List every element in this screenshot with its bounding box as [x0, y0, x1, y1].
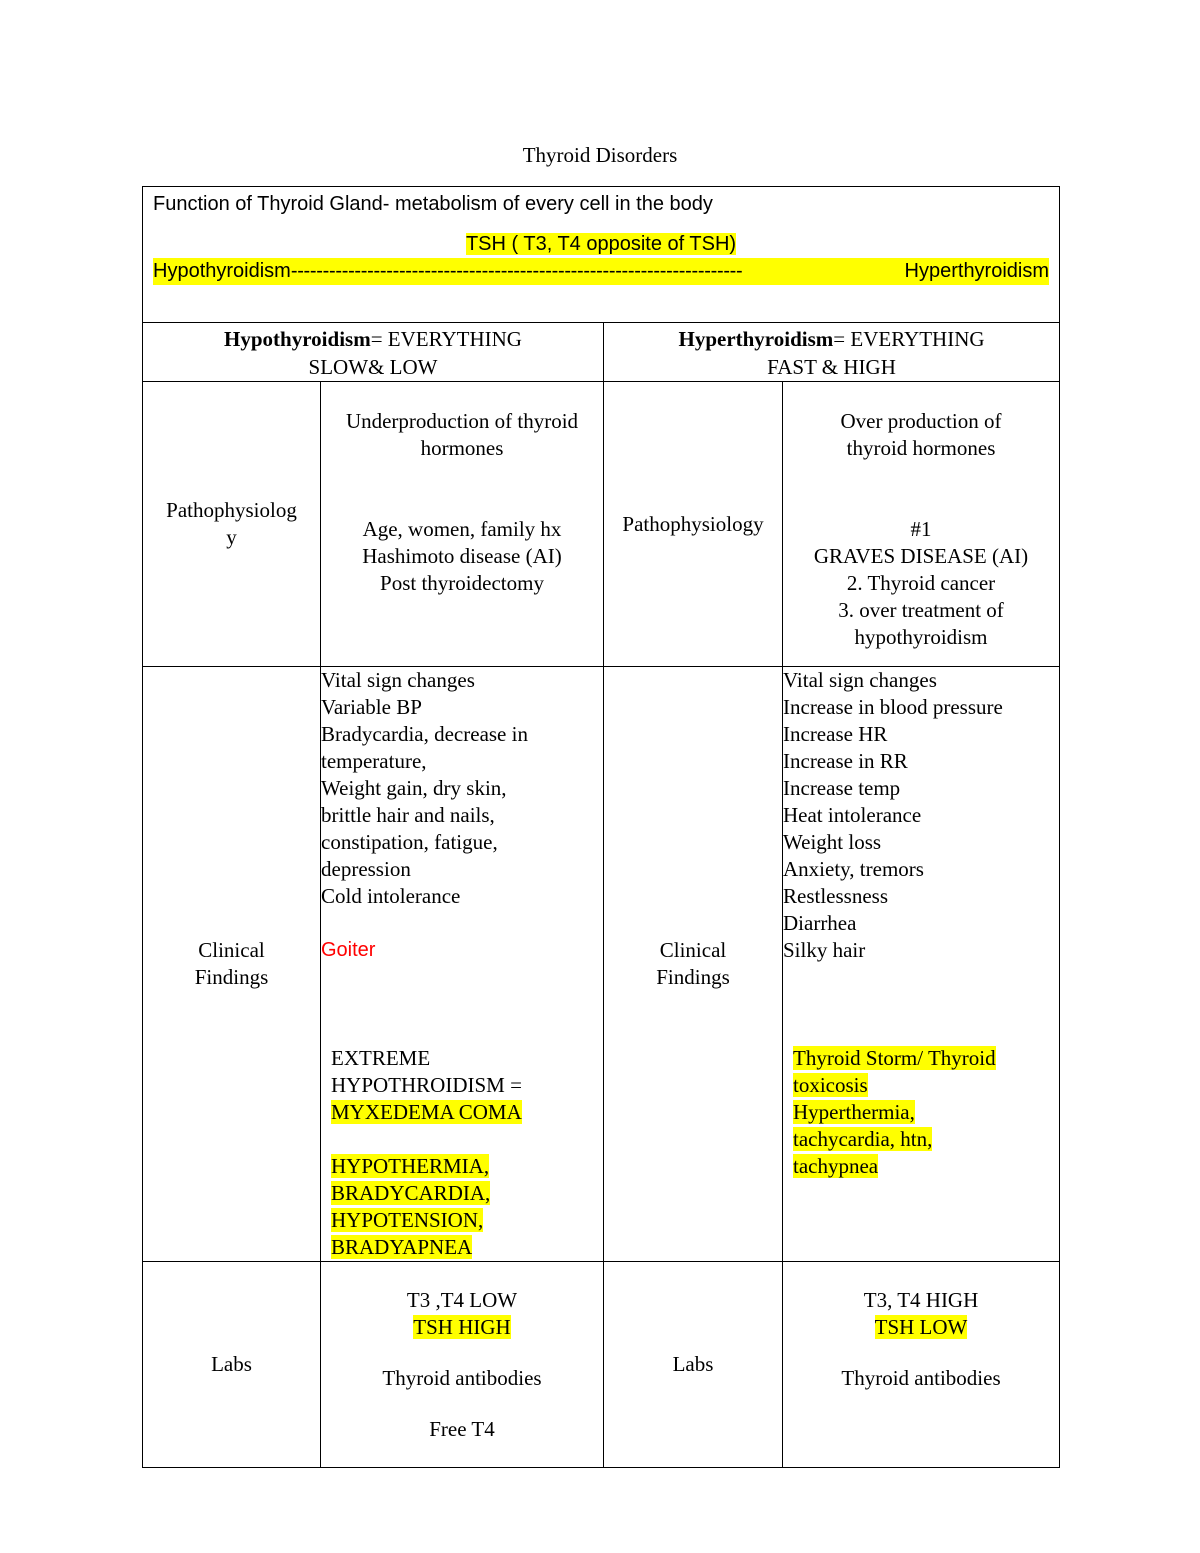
hypo-finding: Variable BP: [321, 695, 422, 719]
hypo-patho-line: Age, women, family hx: [362, 517, 562, 541]
hypo-header-bold: Hypothyroidism: [224, 327, 371, 351]
hyper-clinical-content: [783, 667, 1060, 1262]
hyper-labs-label: Labs: [604, 1262, 783, 1468]
patho-row: [143, 382, 1060, 667]
hyper-header-bold: Hyperthyroidism: [678, 327, 834, 351]
hyper-finding: Anxiety, tremors: [783, 857, 924, 881]
hyper-patho-line: Over production of: [840, 409, 1002, 433]
hyper-finding: Diarrhea: [783, 911, 857, 935]
hypo-sign: BRADYCARDIA,: [331, 1181, 491, 1205]
hypo-finding: Bradycardia, decrease in: [321, 722, 528, 746]
hypo-patho-line: Hashimoto disease (AI): [362, 544, 562, 568]
hypo-finding: Vital sign changes: [321, 668, 475, 692]
hypo-patho-content: [321, 382, 604, 667]
hyper-patho-line: 3. over treatment of: [838, 598, 1004, 622]
hypo-clinical-label-2: Findings: [194, 965, 269, 989]
spectrum-line: [153, 258, 1049, 285]
hyper-finding: Vital sign changes: [783, 668, 937, 692]
hypo-clinical-label-1: Clinical: [198, 938, 265, 962]
hyper-labs-antibodies: Thyroid antibodies: [841, 1366, 1001, 1390]
hyper-finding: Restlessness: [783, 884, 888, 908]
labs-row: [143, 1262, 1060, 1468]
hyper-patho-line: hypothyroidism: [854, 625, 988, 649]
hypo-labs-free-t4: Free T4: [429, 1417, 495, 1441]
spectrum-right: Hyperthyroidism: [904, 260, 1050, 282]
hyper-finding: Silky hair: [783, 938, 866, 962]
hypo-header-line2: SLOW& LOW: [308, 355, 438, 379]
thyroid-table: [142, 186, 1060, 1468]
hypo-sign: BRADYAPNEA: [331, 1235, 473, 1259]
hypo-finding: depression: [321, 857, 411, 881]
hypo-finding: constipation, fatigue,: [321, 830, 498, 854]
hyper-clinical-label-1: Clinical: [659, 938, 727, 962]
storm-line: tachypnea: [793, 1154, 879, 1178]
spectrum-dashes: -----------------------------------------------------------------------: [290, 260, 743, 282]
hypo-header-rest: = EVERYTHING: [370, 327, 522, 351]
hypo-sign: HYPOTENSION,: [331, 1208, 484, 1232]
hyper-patho-content: [783, 382, 1060, 667]
hypo-sign: HYPOTHERMIA,: [331, 1154, 490, 1178]
hypo-clinical-content: [321, 667, 604, 1262]
hyper-finding: Increase in blood pressure: [783, 695, 1003, 719]
hyper-finding: Weight loss: [783, 830, 882, 854]
hypo-labs-tsh: TSH HIGH: [413, 1315, 511, 1339]
hypo-finding: Cold intolerance: [321, 884, 461, 908]
myxedema-block: [321, 1045, 603, 1261]
hypo-clinical-label: [143, 667, 321, 1262]
hyper-header: [604, 323, 1060, 382]
hypo-patho-line: Underproduction of thyroid: [345, 409, 579, 433]
hypo-patho-line: Post thyroidectomy: [380, 571, 544, 595]
spectrum-left: Hypothyroidism: [153, 260, 291, 282]
hypo-finding: Weight gain, dry skin,: [321, 776, 507, 800]
function-text: Function of Thyroid Gland- metabolism of every cell in the body: [153, 193, 713, 215]
hypo-labs-antibodies: Thyroid antibodies: [382, 1366, 542, 1390]
hyper-labs-content: [783, 1262, 1060, 1468]
storm-line: Thyroid Storm/ Thyroid: [793, 1046, 996, 1070]
storm-line: Hyperthermia,: [793, 1100, 915, 1124]
hyper-labs-tsh: TSH LOW: [874, 1315, 968, 1339]
hyper-patho-line: 2. Thyroid cancer: [846, 571, 996, 595]
intro-row: [143, 187, 1060, 323]
clinical-row: [143, 667, 1060, 1262]
hyper-finding: Increase HR: [783, 722, 888, 746]
intro-cell: [143, 187, 1060, 323]
hypo-labs-content: [321, 1262, 604, 1468]
hyper-finding: Heat intolerance: [783, 803, 922, 827]
hypo-finding: brittle hair and nails,: [321, 803, 495, 827]
myxedema-coma: MYXEDEMA COMA: [331, 1100, 522, 1124]
hyper-patho-line: thyroid hormones: [846, 436, 996, 460]
hyper-finding: Increase in RR: [783, 749, 908, 773]
page-title: Thyroid Disorders: [522, 143, 678, 167]
hyper-patho-line: GRAVES DISEASE (AI): [813, 544, 1029, 568]
hyper-patho-label: Pathophysiology: [604, 382, 783, 667]
header-row: [143, 323, 1060, 382]
hypo-finding: temperature,: [321, 749, 427, 773]
hypo-patho-label-1: Pathophysiolog: [166, 498, 297, 522]
extreme-line: EXTREME: [331, 1046, 431, 1070]
storm-line: toxicosis: [793, 1073, 868, 1097]
hyper-finding: Increase temp: [783, 776, 901, 800]
hypo-labs-label: Labs: [143, 1262, 321, 1468]
hyper-clinical-label-2: Findings: [656, 965, 730, 989]
tsh-text: TSH ( T3, T4 opposite of TSH): [465, 233, 737, 255]
hypo-labs-t3t4: T3 ,T4 LOW: [406, 1288, 518, 1312]
hypo-patho-line: hormones: [420, 436, 504, 460]
goiter-text: Goiter: [321, 939, 376, 961]
hyper-header-rest: = EVERYTHING: [833, 327, 985, 351]
hyper-header-line2: FAST & HIGH: [767, 355, 896, 379]
hyper-clinical-label: [604, 667, 783, 1262]
extreme-line: HYPOTHROIDISM =: [331, 1073, 522, 1097]
hyper-labs-t3t4: T3, T4 HIGH: [863, 1288, 979, 1312]
hyper-patho-line: #1: [910, 517, 932, 541]
hypo-header: [143, 323, 604, 382]
hypo-patho-label-2: y: [226, 525, 237, 549]
hypo-patho-label: [143, 382, 321, 667]
thyroid-storm-block: [783, 1045, 1059, 1180]
storm-line: tachycardia, htn,: [793, 1127, 933, 1151]
